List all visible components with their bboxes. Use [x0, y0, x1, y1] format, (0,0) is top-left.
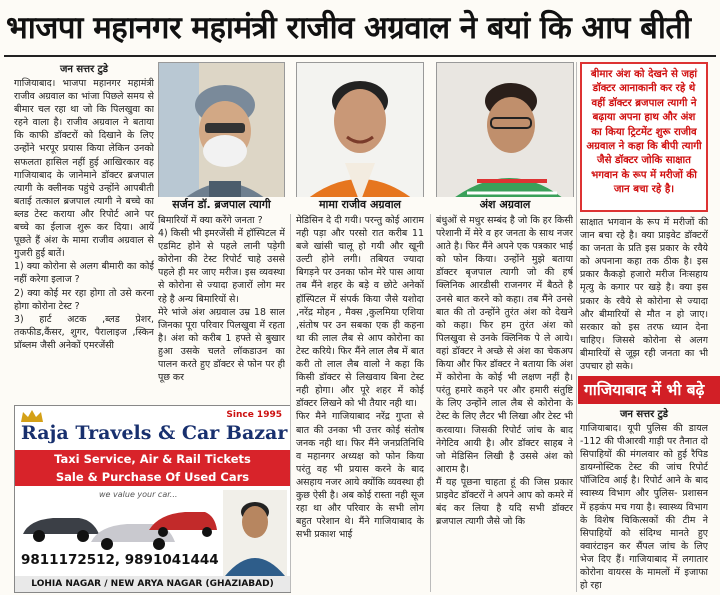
column-divider — [576, 62, 577, 592]
cars-image — [19, 490, 219, 550]
ad-title: Raja Travels & Car Bazar — [21, 422, 288, 444]
ad-address: LOHIA NAGAR / NEW ARYA NAGAR (GHAZIABAD) — [15, 576, 290, 592]
paragraph: 4) किसी भी इमरजेंसी में हॉस्पिटल में एडमिट होने से पहले लानी पड़ेगी कोरोना की टेस्ट रिपोर्ट चाहे उससे पहले ही मर जाए मरीज। इस व्यवस्था से कोरोना से ज्यादा हजारों लोग मर रहे है अन्य बिमारियों से। — [158, 228, 285, 305]
paragraph: मेडिसिन दे दी गयी। परन्तु कोई आराम नही पड़ा और परसो रात करीब 11 बजे खांसी चालू हो गयी और खूनी उल्टी होने लगी। तबियत ज्यादा बिगड़ने पर उनका फोन मेरे पास आया तब मैंने शहर के बड़े व छोटे अनेकों हॉस्पिटल में संपर्क किया जैसे यशोदा ,नरेंद्र मोहन , मैक्स ,कुलमिया एशिया ,संतोष पर उन सबका एक ही कहना था की लाल लैब से आप कोरोना का टेस्ट करिये। फिर मैंने लाल लैब में बात करी तो लाल लैब वालो ने कहा कि किसी डॉक्टर से लिखवाय बिना टेस्ट नही होगा। और पूरे शहर में कोई डॉक्टर लिखने को भी तैयार नही था। — [296, 215, 424, 410]
mama-image — [297, 63, 423, 203]
ad-banner — [15, 450, 290, 486]
caption-surgeon: सर्जन डॉ. ब्रजपाल त्यागी — [158, 197, 285, 213]
paragraph: बंधुओं से मधुर सम्बंद है जो कि हर किसी परेशानी में मेरे व हर जनता के साथ नजर आते है। फिर मैंने अपने एक पत्रकार भाई को फोन किया। उन्होंने मुझे बताया डॉक्टर बृजपाल त्यागी जो की हर्ष क्लिनिक आरडीसी राजनगर में बैठते है उनसे बात करने को कहा। तब मैंने उनसे बात की तो उन्होंने तुरंत अंश को देखने को कहा। फिर हम तुरंत अंश को पिलखुवा से उनके क्लिनिक पे ले आये। वहां डॉक्टर ने अच्छे से अंश का चेकअप किया और फिर डॉक्टर ने बताया कि अंश में कोरोना के कोई भी लक्षण नहीं है। परंतु हमारे कहने पर और हमारी संतुष्टि के लिए उन्होंने लाल लैब से कोरोना के टेस्ट के लिए लैटर भी लिखा और टेस्ट भी करवाया। जिसकी रिपोर्ट जांच के बाद नेगेटिव आयी है। और डॉक्टर साहब ने जो मेडिसिन लिखी है उससे अंश को आराम है। — [436, 215, 573, 475]
article-column-1 — [14, 77, 154, 402]
ansh-photo — [436, 62, 574, 204]
paragraph: फिर मैने गाजियाबाद नरेंद्र गुप्ता से बात की उनका भी उत्तर कोई संतोष जनक नही था। फिर मैंने जनप्रतिनिधि व महानगर अध्यक्ष को फोन किया परंतु वह भी प्रयास करने के बाद असहाय नजर आये क्योंकि व्यवस्था ही कुछ ऐसी है। अब कोई रास्ता नही सूज रहा था और परिवार के सभी लोग बहुत परेशान थे। मैंने गाजियाबाद के सभी प्रकाश भाई — [296, 411, 424, 541]
ansh-image — [437, 63, 573, 203]
ad-line-2: Sale & Purchase Of Used Cars — [55, 470, 250, 484]
mama-photo — [296, 62, 424, 204]
proprietor-photo — [223, 490, 287, 576]
ad-tagline: we value your car... — [99, 490, 178, 499]
paragraph: मैं यह पूछना चाहता हूं की जिस प्रकार प्राइवेट डॉक्टरों ने अपने आप को कमरे में बंद कर लिया है यदि सभी डॉक्टर ब्रजपाल त्यागी जैसे जो कि — [436, 476, 573, 528]
headline: भाजपा महानगर महामंत्री राजीव अग्रवाल ने बयां कि आप बीती — [6, 10, 691, 46]
byline: जन सत्तर टुडे — [59, 64, 109, 75]
surgeon-image — [159, 63, 284, 203]
ad-since: Since 1995 — [226, 410, 282, 420]
column-divider — [430, 214, 431, 592]
section-band: गाजियाबाद में भी बढ़े — [578, 376, 720, 404]
article-column-6: गाजियाबाद। यूपी पुलिस की डायल -112 की पीआरवी गाड़ी पर तैनात दो सिपाहियों की मंगलवार को हुई रैपिड डायग्नोस्टिक टेस्ट की जांच रिपोर्ट पॉजिटिव आई है। रिपोर्ट आने के बाद स्वास्थ्य विभाग और पुलिस- प्रशासन में हड़कंप मच गया है। स्वास्थ्य विभाग के विशेष चिकित्सकों की टीम ने सिपाहियों को संदिग्ध मानते हुए क्वारंटाइन कर सैंपल जांच के लिए भेज दिए हैं। गाजियाबाद में लगातार कोरोना वायरस के मामलों में इजाफा हो रहा — [580, 423, 708, 592]
paragraph: मेरे भांजे अंश अग्रवाल उम्र 18 साल जिनका पूरा परिवार पिलखुवा में रहता है। अंश को करीब 1 हफ्ते से बुखार हुआ उसके चलते लॉकडाउन का पालन करते हुए डॉक्टर से फोन पर ही पूछ कर — [158, 306, 285, 384]
pull-quote-box: बीमार अंश को देखने से जहां डॉक्टर आनाकानी कर रहे थे वहीं डॉक्टर ब्रजपाल त्यागी ने बढ़ाया अपना हाथ और अंश का किया ट्रिटमेंट शुरू राजीव अग्रवाल ने कहा कि बीपी त्यागी जैसे डॉक्टर जोकि साक्षात भगवान के रूप में मरीजों की जान बचा रहे है। — [580, 62, 708, 212]
article-column-3 — [296, 214, 424, 592]
article-column-4 — [436, 214, 573, 592]
caption-ansh: अंश अग्रवाल — [436, 197, 574, 213]
ad-line-1: Taxi Service, Air & Rail Tickets — [54, 452, 251, 466]
byline-2: जन सत्तर टुडे — [619, 409, 669, 420]
surgeon-photo — [158, 62, 285, 204]
article-column-5: साक्षात भगवान के रूप में मरीजों की जान बचा रहे है। क्या प्राइवेट डॉक्टरों का जनता के प्रति इस प्रकार के रवैये को अपनाना कहा तक ठीक है। इस प्रकार कैकड़ो हजारो मरीज निःसहाय मृत्यु के कगार पर खड़े है। क्या इस प्रकार के रवैये से कोरोना से ज्यादा और बीमारियों से मौत न हो जाए। सरकार को इस तरफ ध्यान देना चाहिए। जिससे कोरोना से अलग बीमारियों से जूझ रही जनता का भी उपचार हो सके। — [580, 217, 708, 373]
paragraph: 2) क्या कोई मर रहा होगा तो उसे करना होगा कोरोना टेस्ट ? — [14, 287, 154, 312]
paragraph: गाजियाबाद। भाजपा महानगर महामंत्री राजीव अग्रवाल का भांजा पिछले समय से बीमार चल रहा था जो कि पिलखुवा का रहने वाला है। राजीव अग्रवाल ने बताया कि काफी डॉक्टरों को दिखाने के लिए उन्होंने भरपूर प्रयास किया लेकिन उनको सफलता हासिल नहीं हुई आखिरकार वह गाजियाबाद के जानेमाने डॉक्टर ब्रजपाल त्यागी के क्लीनक पहुंचे उन्होंने आपबीती बताई तत्काल ब्रजपाल त्यागी ने बच्चे का ब्लड टेस्ट कराया और रिपोर्ट आने पर बच्चे का ईलाज शुरू कर दिया। आयें पूछते हैं अंश के मामा राजीव अग्रवाल से गुजरी हुई बातें। — [14, 78, 154, 260]
paragraph: 1) क्या कोरोना से अलग बीमारी का कोई नहीं करेगा इलाज ? — [14, 261, 154, 286]
ad-phone: 9811172512, 9891041444 — [21, 552, 219, 568]
caption-mama: मामा राजीव अग्रवाल — [296, 197, 424, 213]
paragraph: बिमारियों में क्या करेंगे जनता ? — [158, 215, 263, 226]
article-column-2 — [158, 214, 285, 402]
column-divider — [290, 214, 291, 592]
paragraph: 3) हार्ट अटक ,ब्लड प्रेशर, तकफीड,कैंसर, शुगर, पैरालाइज ,स्किन प्रॉब्लम जैसी अनेकों एमरजेंसी — [14, 313, 154, 351]
headline-rule — [4, 55, 716, 57]
travel-ad — [14, 405, 291, 593]
